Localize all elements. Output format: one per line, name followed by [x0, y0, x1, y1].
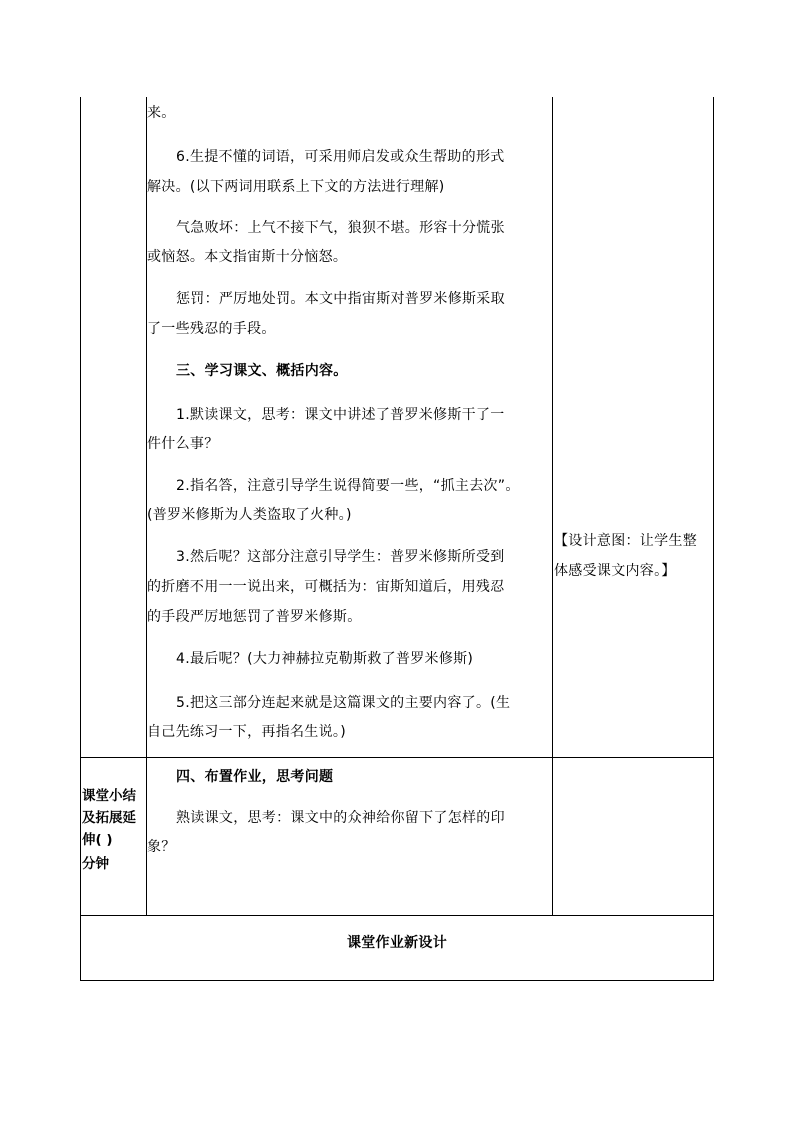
summary-label-line: 伸( )	[82, 832, 113, 848]
table-border-right	[713, 97, 714, 981]
summary-label-line: 及拓展延	[82, 810, 136, 826]
design-intent-line: 体感受课文内容。】	[554, 563, 676, 579]
homework-heading: 四、布置作业，思考问题	[176, 769, 334, 785]
text-line: (普罗米修斯为人类盗取了火种。)	[147, 507, 352, 523]
table-divider-notes	[552, 97, 553, 916]
text-line: 的手段严厉地惩罚了普罗米修斯。	[147, 609, 362, 625]
text-line: 的折磨不用一一说出来，可概括为：宙斯知道后，用残忍	[147, 579, 505, 595]
text-line: 1.默读课文，思考：课文中讲述了普罗米修斯干了一	[176, 407, 505, 423]
text-line: 了一些残忍的手段。	[147, 321, 276, 337]
row-divider-summary	[80, 757, 714, 758]
text-line: 5.把这三部分连起来就是这篇课文的主要内容了。(生	[176, 695, 511, 711]
text-line: 件什么事？	[147, 436, 219, 452]
footer-title: 课堂作业新设计	[346, 935, 448, 951]
homework-line: 象？	[147, 839, 176, 855]
table-border-left	[80, 97, 81, 981]
design-intent-line: 【设计意图：让学生整	[554, 533, 697, 549]
text-line: 气急败坏：上气不接下气，狼狈不堪。形容十分慌张	[176, 220, 505, 236]
text-line: 3.然后呢？这部分注意引导学生：普罗米修斯所受到	[176, 549, 505, 565]
text-line: 或恼怒。本文指宙斯十分恼怒。	[147, 249, 348, 265]
text-line: 解决。(以下两词用联系上下文的方法进行理解)	[147, 179, 445, 195]
text-line: 6.生提不懂的词语，可采用师启发或众生帮助的形式	[176, 149, 505, 165]
section-heading: 三、学习课文、概括内容。	[176, 363, 348, 379]
summary-label-line: 分钟	[82, 856, 109, 872]
table-border-bottom	[80, 980, 714, 981]
text-line: 来。	[147, 105, 176, 121]
homework-line: 熟读课文，思考：课文中的众神给你留下了怎样的印	[176, 810, 505, 826]
row-divider-footer	[80, 915, 714, 916]
text-line: 惩罚：严厉地处罚。本文中指宙斯对普罗米修斯采取	[176, 291, 505, 307]
summary-label-line: 课堂小结	[82, 788, 136, 804]
text-line: 自己先练习一下，再指名生说。)	[147, 724, 346, 740]
text-line: 2.指名答，注意引导学生说得简要一些，“抓主去次”。	[176, 478, 520, 494]
text-line: 4.最后呢？(大力神赫拉克勒斯救了普罗米修斯)	[176, 651, 474, 667]
